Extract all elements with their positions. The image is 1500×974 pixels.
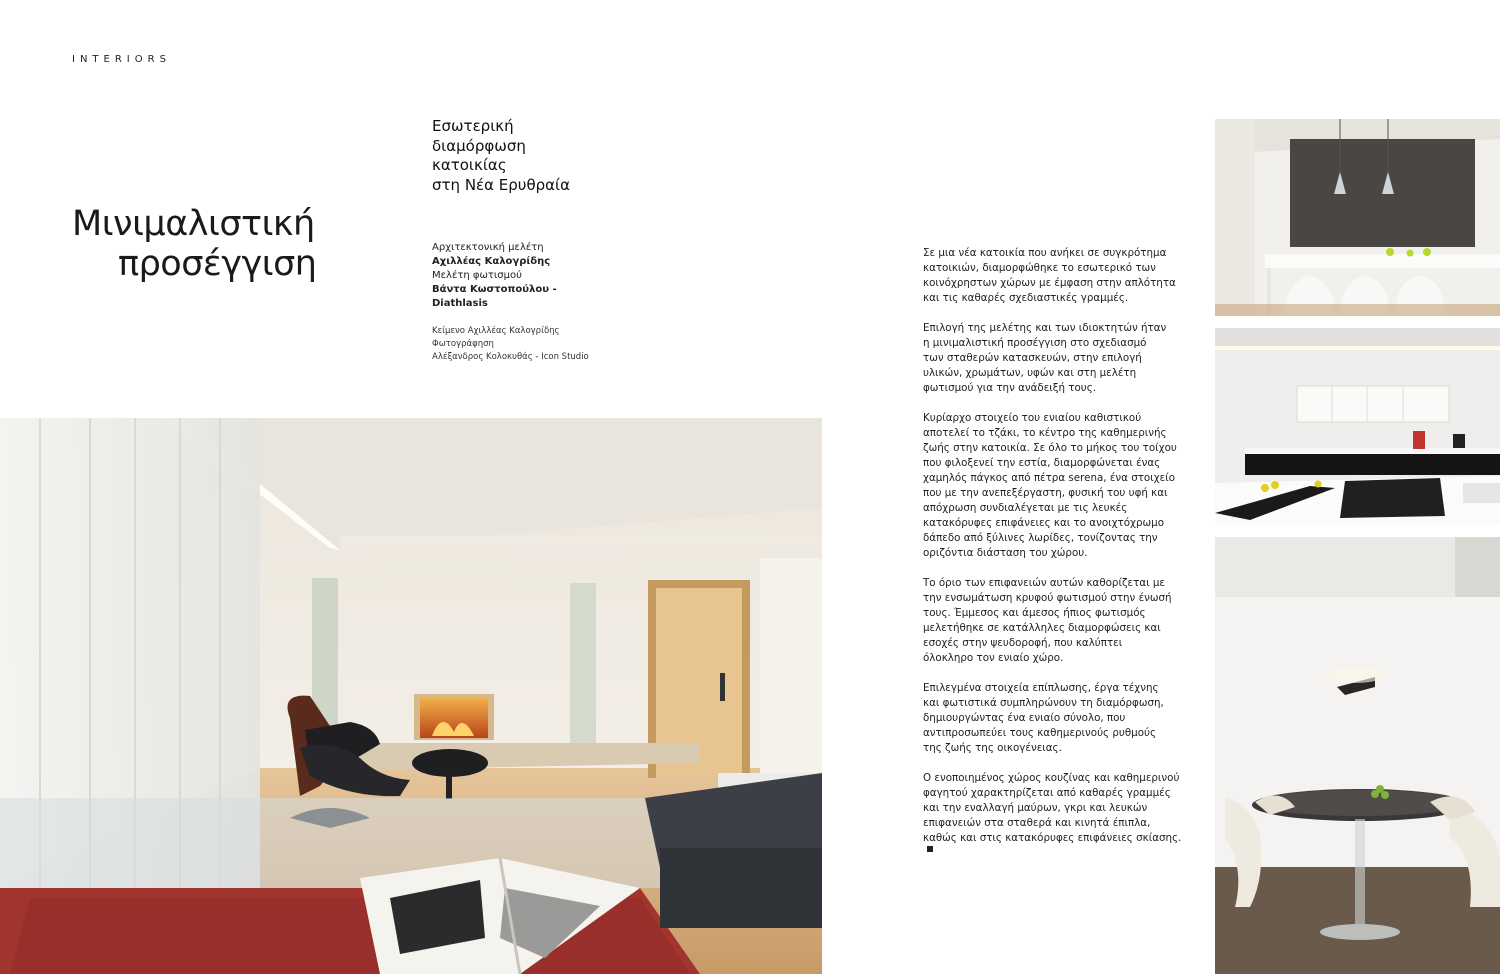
subtitle-line: διαμόρφωση — [432, 136, 526, 155]
body-line: επιφανειών στα σταθερά και κινητά έπιπλα, — [923, 817, 1151, 829]
body-line: υλικών, χρωμάτων, υφών και στη μελέτη — [923, 367, 1137, 379]
body-paragraph — [923, 246, 1176, 306]
body-line: ζωής στην κατοικία. Σε όλο το μήκος του τοίχου — [923, 442, 1177, 454]
body-line: των σταθερών κατασκευών, στην επιλογή — [923, 352, 1142, 364]
body-paragraph — [923, 771, 1182, 852]
breakfast-table-photo — [1215, 537, 1500, 974]
body-line: καθώς και στις κατακόρυφες επιφάνειες σκίασης. — [923, 831, 1159, 852]
body-line: και φωτιστικά συμπληρώνουν τη διαμόρφωση, — [923, 697, 1164, 709]
text-credit: Κείμενο Αχιλλέας Καλογρίδης — [432, 326, 560, 336]
body-line: δημιουργώντας ένα ενιαίο σύνολο, που — [923, 712, 1126, 724]
article-title — [72, 204, 316, 284]
section-label: INTERIORS — [72, 54, 171, 65]
title-line-2: προσέγγιση — [118, 244, 317, 284]
body-line: οριζόντια διάσταση του χώρου. — [923, 547, 1088, 559]
body-line: αντιπροσωπεύει τους καθημερινούς ρυθμούς — [923, 727, 1157, 739]
body-paragraph — [923, 576, 1172, 666]
subtitle-line: στη Νέα Ερυθραία — [432, 175, 571, 194]
article-subtitle — [432, 117, 570, 195]
body-line: κατοικιών, διαμορφώθηκε το εσωτερικό των — [923, 262, 1156, 274]
body-line: και τις καθαρές σχεδιαστικές γραμμές. — [923, 292, 1129, 304]
body-line: Επιλεγμένα στοιχεία επίπλωσης, έργα τέχνης — [923, 682, 1159, 694]
dining-area-photo — [1215, 119, 1500, 316]
article-body — [923, 246, 1182, 867]
body-line: κοινόχρηστων χώρων με έμφαση στην απλότητα — [923, 277, 1176, 289]
photo-label: Φωτογράφηση — [432, 339, 494, 349]
body-line: και την εναλλαγή μαύρων, γκρι και λευκών — [923, 802, 1148, 814]
architecture-label: Αρχιτεκτονική μελέτη — [432, 242, 544, 253]
body-line: δάπεδο από ξύλινες λωρίδες, τονίζοντας την — [923, 532, 1158, 544]
architect-name: Αχιλλέας Καλογρίδης — [432, 256, 551, 267]
lighting-designer-company: Diathlasis — [432, 298, 488, 309]
lighting-label: Μελέτη φωτισμού — [432, 270, 522, 281]
body-line: τους. Έμμεσος και άμεσος ήπιος φωτισμός — [923, 607, 1146, 619]
body-line: που με την ανεπεξέργαστη, φυσική του υφή και — [923, 487, 1168, 499]
photo-credits — [432, 325, 589, 364]
body-paragraph — [923, 681, 1164, 756]
credits-block — [432, 241, 557, 311]
body-paragraph — [923, 411, 1177, 561]
subtitle-line: Εσωτερική — [432, 117, 514, 135]
body-line: όλοκληρο τον ενιαίο χώρο. — [923, 652, 1064, 664]
subtitle-line: κατοικίας — [432, 156, 507, 174]
body-paragraph — [923, 321, 1167, 396]
photographer: Αλέξανδρος Κολοκυθάς - Icon Studio — [432, 352, 589, 362]
body-line: Κυρίαρχο στοιχείο του ενιαίου καθιστικού — [923, 412, 1142, 424]
body-line: της ζωής της οικογένειας. — [923, 742, 1062, 754]
body-line: Επιλογή της μελέτης και των ιδιοκτητών ήταν — [923, 322, 1167, 334]
body-line: κατακόρυφες επιφάνειες και το ανοιχτόχρωμο — [923, 517, 1165, 529]
body-line: Ο ενοποιημένος χώρος κουζίνας και καθημερινού — [923, 772, 1180, 784]
body-line: η μινιμαλιστική προσέγγιση στο σχεδιασμό — [923, 337, 1147, 349]
body-line: Το όριο των επιφανειών αυτών καθορίζεται με — [923, 577, 1165, 589]
body-line: Σε μια νέα κατοικία που ανήκει σε συγκρότημα — [923, 247, 1167, 259]
lighting-designer-name: Βάντα Κωστοπούλου - — [432, 284, 557, 295]
end-of-article-mark — [927, 846, 933, 852]
title-line-1: Μινιμαλιστική — [72, 204, 315, 244]
body-line: μελετήθηκε σε κατάλληλες διαμορφώσεις και — [923, 622, 1161, 634]
body-line: αποτελεί το τζάκι, το κέντρο της καθημερινής — [923, 427, 1167, 439]
body-line: απόχρωση συνδιαλέγεται με τις λευκές — [923, 502, 1128, 514]
body-line: που φιλοξενεί την εστία, διαμορφώνεται ένας — [923, 457, 1161, 469]
body-line: φωτισμού για την ανάδειξή τους. — [923, 382, 1097, 394]
body-line: εσοχές στην ψευδοροφή, που καλύπτει — [923, 637, 1123, 649]
kitchen-photo — [1215, 328, 1500, 525]
living-room-photo — [0, 418, 822, 974]
body-line: χαμηλός πάγκος από πέτρα serena, ένα στοιχείο — [923, 472, 1176, 484]
body-line: φαγητού χαρακτηρίζεται από καθαρές γραμμές — [923, 787, 1171, 799]
body-line: την ενσωμάτωση κρυφού φωτισμού στην ένωσή — [923, 592, 1172, 604]
